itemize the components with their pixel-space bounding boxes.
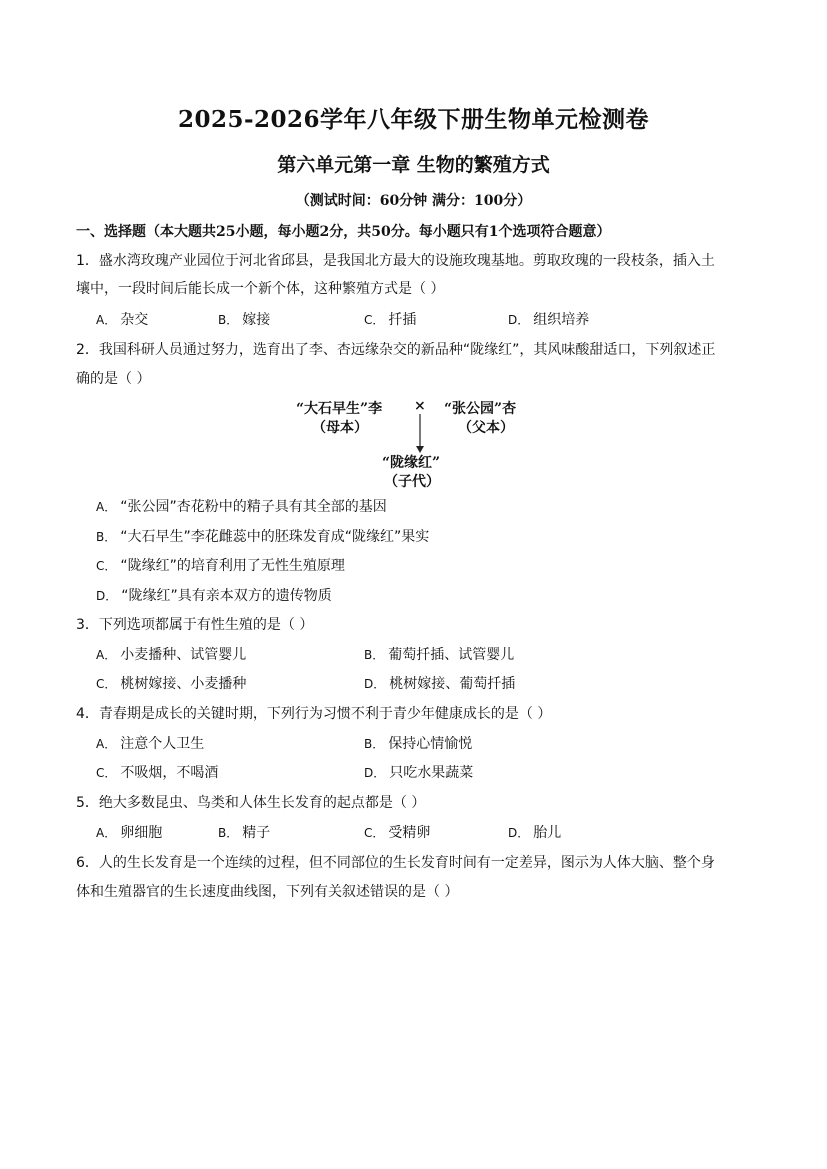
page-subtitle: 第六单元第一章 生物的繁殖方式 — [277, 154, 550, 176]
option-text: 杂交 — [120, 312, 149, 328]
option-letter: B． — [96, 530, 117, 544]
question-4-line-1: 4．青春期是成长的关键时期，下列行为习惯不利于青少年健康成长的是（ ） — [76, 706, 552, 722]
option-letter: B． — [218, 313, 239, 327]
option-letter: D． — [364, 766, 386, 780]
question-3-option-d[interactable] — [364, 673, 515, 693]
option-letter: D． — [96, 589, 118, 603]
option-text: 扦插 — [388, 312, 417, 328]
option-letter: B． — [218, 826, 239, 840]
option-text: 桃树嫁接、葡萄扦插 — [389, 676, 516, 692]
question-2-option-b[interactable] — [96, 526, 429, 546]
option-letter: C． — [96, 677, 117, 691]
option-letter: A． — [96, 313, 117, 327]
option-letter: D． — [364, 677, 386, 691]
section-heading: 一、选择题（本大题共25小题，每小题2分，共50分。每小题只有1个选项符合题意） — [76, 224, 611, 240]
question-5-line-1: 5．绝大多数昆虫、鸟类和人体生长发育的起点都是（ ） — [76, 795, 426, 811]
question-2-option-d[interactable] — [96, 585, 332, 605]
question-4-option-a[interactable] — [96, 733, 204, 753]
question-5-option-a[interactable] — [96, 822, 162, 842]
option-letter: B． — [364, 737, 385, 751]
option-text: 嫁接 — [242, 312, 271, 328]
page-title: 2025-2026学年八年级下册生物单元检测卷 — [177, 106, 650, 133]
option-text: 葡萄扦插、试管婴儿 — [388, 647, 515, 663]
question-3-line-1: 3．下列选项都属于有性生殖的是（ ） — [76, 617, 314, 633]
option-letter: A． — [96, 737, 117, 751]
option-text: 不吸烟，不喝酒 — [120, 765, 219, 781]
option-letter: A． — [96, 826, 117, 840]
option-text: 桃树嫁接、小麦播种 — [120, 676, 247, 692]
option-text: 注意个人卫生 — [120, 736, 205, 752]
question-2-line-1: 2．我国科研人员通过努力，选育出了李、杏远缘杂交的新品种“陇缘红”，其风味酸甜适口，下列叙述正 — [76, 342, 716, 358]
question-2-line-2: 确的是（ ） — [76, 371, 151, 387]
option-text: 胎儿 — [533, 825, 562, 841]
option-text: 只吃水果蔬菜 — [389, 765, 474, 781]
question-1-option-c[interactable] — [364, 309, 416, 329]
question-1-option-b[interactable] — [218, 309, 270, 329]
option-text: 精子 — [242, 825, 271, 841]
question-4-option-b[interactable] — [364, 733, 472, 753]
question-6-line-1: 6．人的生长发育是一个连续的过程，但不同部位的生长发育时间有一定差异，图示为人体大脑、整个身 — [76, 855, 715, 871]
question-5-option-c[interactable] — [364, 822, 430, 842]
option-text: 组织培养 — [533, 312, 590, 328]
option-letter: D． — [508, 313, 530, 327]
question-4-option-c[interactable] — [96, 762, 218, 782]
option-text: 保持心情愉悦 — [388, 736, 473, 752]
option-letter: C． — [96, 766, 117, 780]
option-letter: A． — [96, 648, 117, 662]
diagram-arrow — [414, 412, 426, 454]
diagram-cross-symbol: × — [414, 398, 426, 414]
question-5-option-b[interactable] — [218, 822, 270, 842]
option-text: “陇缘红”具有亲本双方的遗传物质 — [121, 588, 332, 604]
question-1-line-1: 1．盛水湾玫瑰产业园位于河北省邱县，是我国北方最大的设施玫瑰基地。剪取玫瑰的一段枝条，插入土 — [76, 253, 715, 269]
option-text: 小麦播种、试管婴儿 — [120, 647, 247, 663]
option-text: “张公园”杏花粉中的精子具有其全部的基因 — [120, 499, 387, 515]
diagram-mother-role: （母本） — [312, 420, 368, 436]
question-3-option-a[interactable] — [96, 644, 246, 664]
question-1-option-a[interactable] — [96, 309, 148, 329]
question-1-line-2: 壤中，一段时间后能长成一个新个体，这种繁殖方式是（ ） — [76, 281, 445, 297]
option-letter: A． — [96, 500, 117, 514]
option-letter: C． — [364, 826, 385, 840]
question-1-option-d[interactable] — [508, 309, 589, 329]
option-letter: C． — [96, 559, 117, 573]
question-2-option-c[interactable] — [96, 555, 345, 575]
option-text: 受精卵 — [388, 825, 431, 841]
diagram-offspring-role: （子代） — [384, 474, 440, 490]
option-letter: D． — [508, 826, 530, 840]
option-letter: B． — [364, 648, 385, 662]
option-text: “陇缘红”的培育利用了无性生殖原理 — [120, 558, 345, 574]
question-4-option-d[interactable] — [364, 762, 473, 782]
question-2-option-a[interactable] — [96, 496, 387, 516]
question-3-option-c[interactable] — [96, 673, 246, 693]
exam-info: （测试时间：60分钟 满分：100分） — [295, 193, 532, 209]
question-3-option-b[interactable] — [364, 644, 514, 664]
option-letter: C． — [364, 313, 385, 327]
option-text: 卵细胞 — [120, 825, 163, 841]
diagram-father: “张公园”杏 — [444, 401, 517, 417]
diagram-mother: “大石早生”李 — [296, 401, 383, 417]
diagram-offspring: “陇缘红” — [382, 455, 441, 471]
question-5-option-d[interactable] — [508, 822, 561, 842]
diagram-father-role: （父本） — [458, 420, 514, 436]
question-6-line-2: 体和生殖器官的生长速度曲线图，下列有关叙述错误的是（ ） — [76, 884, 459, 900]
option-text: “大石早生”李花雌蕊中的胚珠发育成“陇缘红”果实 — [120, 529, 430, 545]
